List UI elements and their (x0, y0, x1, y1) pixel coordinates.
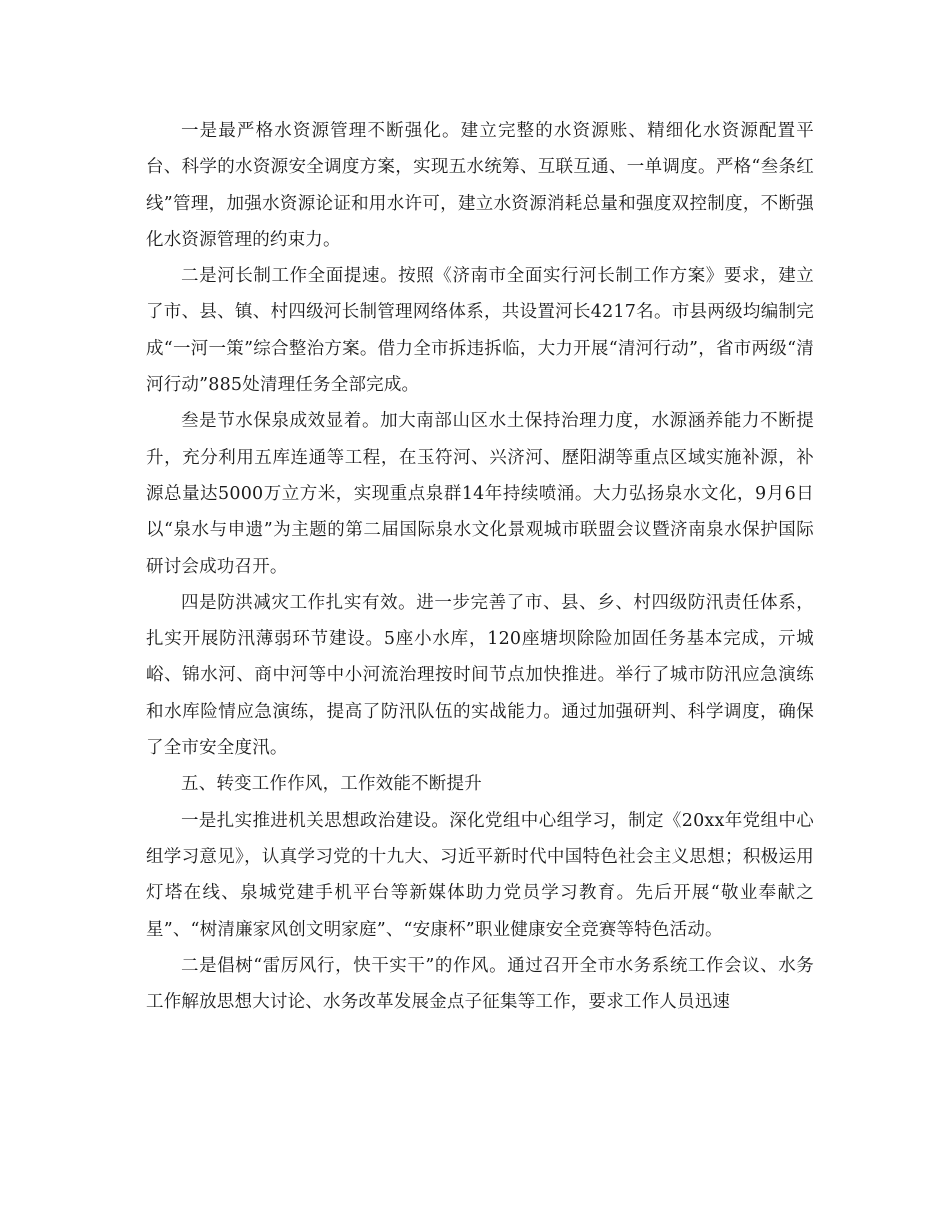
paragraph-river-chief-system: 二是河长制工作全面提速。按照《济南市全面实行河长制工作方案》要求，建立了市、县、镇、村四级河长制管理网络体系，共设置河长4217名。市县两级均编制完成“一河一策”综合整治方案。借力全市拆违拆临，大力开展“清河行动”，省市两级“清河行动”885处清理任务全部完成。 (146, 266, 814, 396)
paragraph-political-construction: 一是扎实推进机关思想政治建设。深化党组中心组学习，制定《20xx年党组中心组学习意见》，认真学习党的十九大、习近平新时代中国特色社会主义思想；积极运用灯塔在线、泉城党建手机平台等新媒体助力党员学习教育。先后开展“敬业奉献之星”、“树清廉家风创文明家庭”、“安康杯”职业健康安全竞赛等特色活动。 (146, 810, 814, 940)
paragraph-flood-control: 四是防洪减灾工作扎实有效。进一步完善了市、县、乡、村四级防汛责任体系，扎实开展防汛薄弱环节建设。5座小水库，120座塘坝除险加固任务基本完成，亓城峪、锦水河、商中河等中小河流治理按时间节点加快推进。举行了城市防汛应急演练和水库险情应急演练，提高了防汛队伍的实战能力。通过加强研判、科学调度，确保了全市安全度汛。 (146, 592, 814, 759)
paragraph-water-resource-management: 一是最严格水资源管理不断强化。建立完整的水资源账、精细化水资源配置平台、科学的水资源安全调度方案，实现五水统筹、互联互通、一单调度。严格“叁条红线”管理，加强水资源论证和用水许可，建立水资源消耗总量和强度双控制度，不断强化水资源管理的约束力。 (146, 121, 814, 250)
section-heading-work-style: 五、转变工作作风，工作效能不断提升 (181, 774, 482, 795)
paragraph-work-style: 二是倡树“雷厉风行，快干实干”的作风。通过召开全市水务系统工作会议、水务工作解放思想大讨论、水务改革发展金点子征集等工作，要求工作人员迅速 (146, 955, 814, 1013)
paragraph-water-saving-spring-protection: 叁是节水保泉成效显着。加大南部山区水土保持治理力度，水源涵养能力不断提升，充分利用五库连通等工程，在玉符河、兴济河、歷阳湖等重点区域实施补源，补源总量达5000万立方米，实现重点泉群14年持续喷涌。大力弘扬泉水文化，9月6日以“泉水与申遗”为主题的第二届国际泉水文化景观城市联盟会议暨济南泉水保护国际研讨会成功召开。 (146, 411, 814, 577)
document-body (146, 113, 814, 1020)
